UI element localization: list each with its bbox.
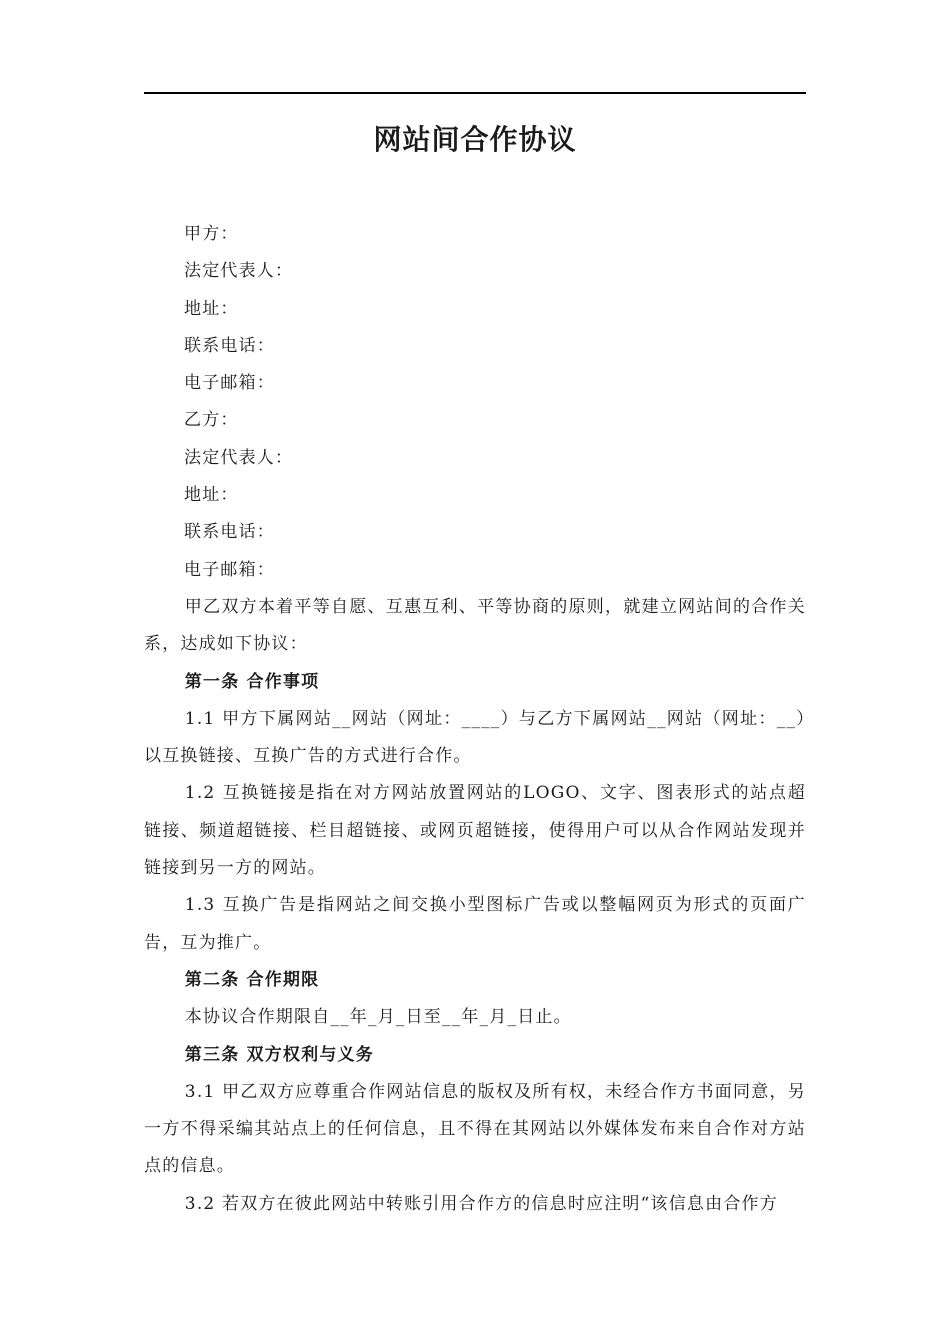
article-1-clause-3: 1.3 互换广告是指网站之间交换小型图标广告或以整幅网页为形式的页面广告，互为推广。 <box>144 895 806 953</box>
article-3-clause-2: 3.2 若双方在彼此网站中转账引用合作方的信息时应注明“该信息由合作方 <box>184 1193 778 1214</box>
party-a-phone-label: 联系电话： <box>184 335 275 356</box>
article-1-heading: 第一条 合作事项 <box>184 671 320 692</box>
party-a-name-label: 甲方： <box>184 224 239 244</box>
party-b-email-label: 电子邮箱： <box>184 559 275 580</box>
party-b-representative-label: 法定代表人： <box>184 447 294 468</box>
party-b-address-label: 地址： <box>184 485 239 506</box>
document-body <box>144 216 806 1223</box>
party-a-address-label: 地址： <box>184 298 239 319</box>
party-a-representative-label: 法定代表人： <box>184 261 294 282</box>
article-3-heading: 第三条 双方权利与义务 <box>184 1044 374 1065</box>
party-a-email-label: 电子邮箱： <box>184 373 275 394</box>
article-1-clause-2: 1.2 互换链接是指在对方网站放置网站的LOGO、文字、图表形式的站点超链接、频道超链接、栏目超链接、或网页超链接，使得用户可以从合作网站发现并链接到另一方的网站。 <box>144 783 806 879</box>
preamble-paragraph: 甲乙双方本着平等自愿、互惠互利、平等协商的原则，就建立网站间的合作关系，达成如下协议： <box>144 596 806 655</box>
party-b-name-label: 乙方： <box>184 410 239 431</box>
header-rule <box>144 92 806 94</box>
article-2-clause-1: 本协议合作期限自__年_月_日至__年_月_日止。 <box>184 1007 572 1028</box>
article-2-heading: 第二条 合作期限 <box>184 969 320 990</box>
party-b-phone-label: 联系电话： <box>184 522 275 543</box>
document-title: 网站间合作协议 <box>373 123 577 156</box>
article-1-clause-1: 1.1 甲方下属网站__网站（网址：____）与乙方下属网站__网站（网址：__）以互换链接、互换广告的方式进行合作。 <box>144 708 806 767</box>
article-3-clause-1: 3.1 甲乙双方应尊重合作网站信息的版权及所有权，未经合作方书面同意，另一方不得采编其站点上的任何信息，且不得在其网站以外媒体发布来自合作对方站点的信息。 <box>144 1081 806 1177</box>
